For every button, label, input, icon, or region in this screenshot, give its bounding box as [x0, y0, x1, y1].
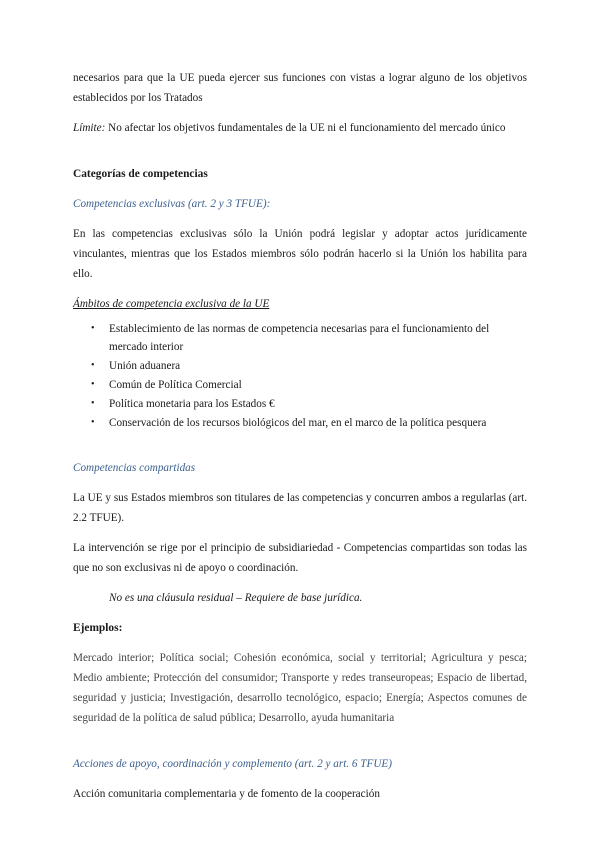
categories-heading: Categorías de competencias — [73, 168, 208, 180]
list-item-text: Política monetaria para los Estados € — [109, 398, 275, 410]
support-paragraph: Acción comunitaria complementaria y de fomento de la cooperación — [73, 788, 380, 800]
examples-text: Mercado interior; Política social; Cohesión económica, social y territorial; Agricultura y pesca; Medio ambiente; Protección del consumidor; Transporte y redes transeuropeas; Espacio de libertad, seguridad y justicia; Investigación, desarrollo tecnológico, espacio; Energía; Aspectos comunes de seguridad de la política de salud pública; Desarrollo, ayuda humanitaria — [73, 652, 527, 724]
shared-heading: Competencias compartidas — [73, 462, 196, 474]
exclusive-heading: Competencias exclusivas (art. 2 y 3 TFUE): — [73, 198, 271, 210]
list-item-text: Establecimiento de las normas de competencia necesarias para el funcionamiento del mercado interior — [109, 323, 490, 353]
shared-paragraph-2: La intervención se rige por el principio de subsidiariedad - Competencias compartidas son todas las que no son exclusivas ni de apoyo o coordinación. — [73, 542, 527, 574]
list-item-text: Unión aduanera — [109, 360, 181, 372]
intro-continuation: necesarios para que la UE pueda ejercer sus funciones con vistas a lograr alguno de los objetivos establecidos por los Tratados — [73, 72, 527, 104]
limit-label: Límite: — [73, 122, 106, 134]
examples-heading: Ejemplos: — [73, 622, 123, 634]
list-item-text: Común de Política Comercial — [109, 379, 242, 391]
list-item — [91, 376, 527, 394]
list-item-text: Conservación de los recursos biológicos del mar, en el marco de la política pesquera — [109, 417, 487, 429]
list-item — [91, 357, 527, 375]
exclusive-areas-list — [73, 320, 527, 432]
limit-text: No afectar los objetivos fundamentales de la UE ni el funcionamiento del mercado único — [105, 122, 506, 134]
limit-paragraph — [73, 118, 527, 138]
support-heading: Acciones de apoyo, coordinación y complemento (art. 2 y art. 6 TFUE) — [73, 758, 392, 770]
exclusive-paragraph: En las competencias exclusivas sólo la Unión podrá legislar y adoptar actos jurídicamente vinculantes, mientras que los Estados miembros sólo podrán hacerlo si la Unión los habilita para ello. — [73, 228, 527, 280]
bullet-icon: • — [91, 417, 95, 428]
list-item — [91, 414, 527, 432]
exclusive-areas-heading: Ámbitos de competencia exclusiva de la UE — [73, 298, 270, 310]
bullet-icon: • — [91, 360, 95, 371]
list-item — [91, 320, 527, 356]
bullet-icon: • — [91, 323, 95, 334]
bullet-icon: • — [91, 398, 95, 409]
shared-paragraph-1: La UE y sus Estados miembros son titulares de las competencias y concurren ambos a regularlas (art. 2.2 TFUE). — [73, 492, 527, 524]
shared-note: No es una cláusula residual – Requiere de base jurídica. — [109, 592, 363, 604]
list-item — [91, 395, 527, 413]
bullet-icon: • — [91, 379, 95, 390]
